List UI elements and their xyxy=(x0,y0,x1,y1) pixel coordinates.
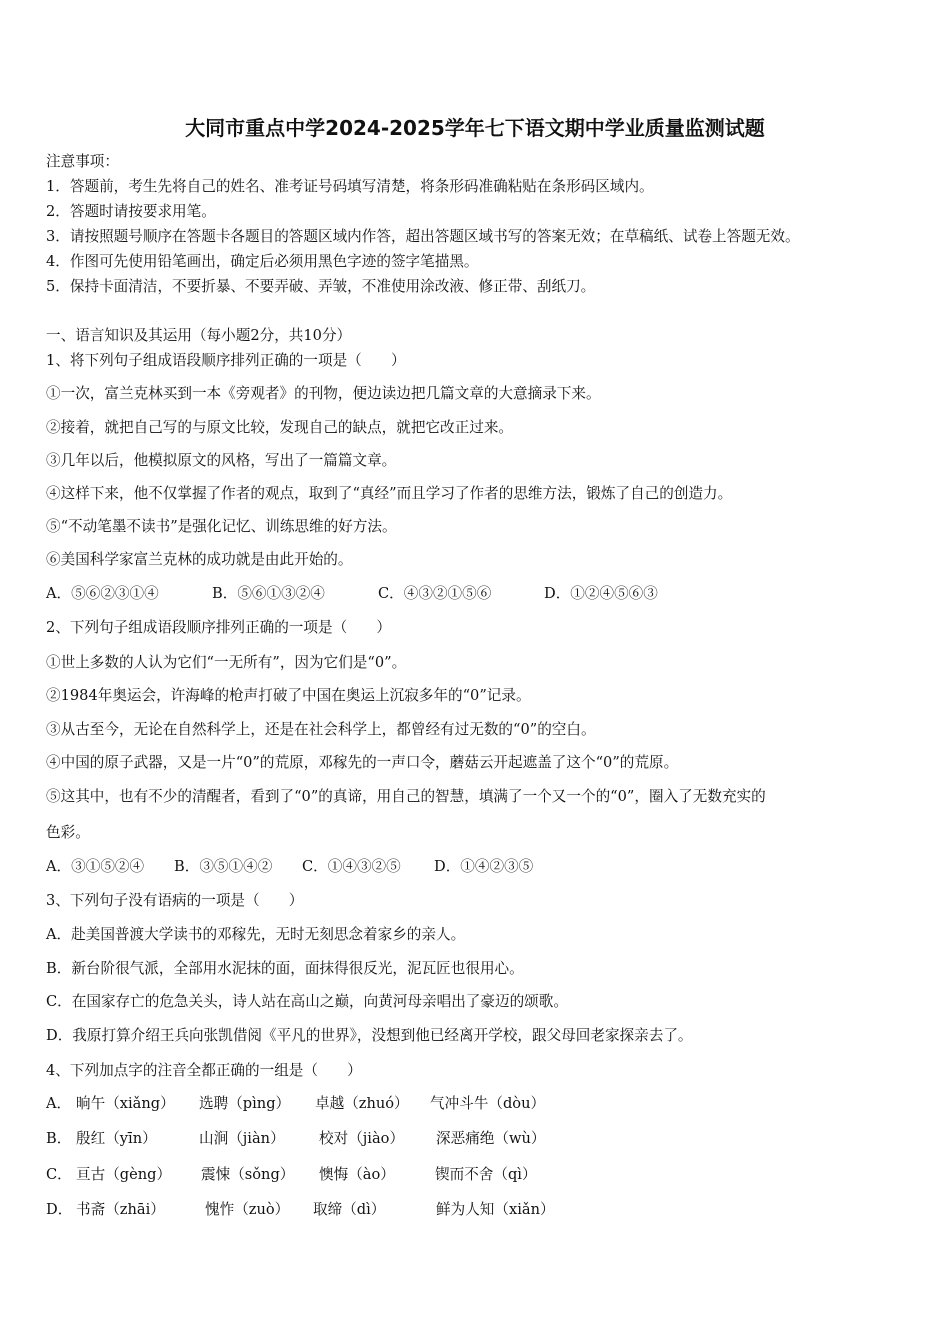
q4-item: 懊悔（ào） xyxy=(319,1166,395,1183)
notice-heading: 注意事项： xyxy=(46,153,119,170)
q4-row-label: C． xyxy=(46,1166,72,1183)
q3-option-a[interactable]: A．赴美国普渡大学读书的邓稼先，无时无刻思念着家乡的亲人。 xyxy=(46,926,466,943)
q1-option-d[interactable]: D．①②④⑤⑥③ xyxy=(544,585,658,602)
q4-item: 卓越（zhuó） xyxy=(315,1095,409,1112)
q4-item: 殷红（yīn） xyxy=(76,1130,157,1147)
q4-stem: 4、下列加点字的注音全都正确的一组是（ ） xyxy=(46,1062,362,1079)
q1-sentence-3: ③几年以后，他模拟原文的风格，写出了一篇篇文章。 xyxy=(46,452,397,469)
q3-option-d[interactable]: D．我原打算介绍王兵向张凯借阅《平凡的世界》，没想到他已经离开学校，跟父母回老家探亲去了。 xyxy=(46,1027,693,1044)
q4-item: 山涧（jiàn） xyxy=(199,1130,285,1147)
q2-sentence-5: ⑤这其中，也有不少的清醒者，看到了“0”的真谛，用自己的智慧，填满了一个又一个的“0”，圈入了无数充实的 xyxy=(46,788,766,805)
q4-item: 震悚（sǒng） xyxy=(201,1166,295,1183)
notice-item-5: 5．保持卡面清洁，不要折暴、不要弄破、弄皱，不准使用涂改液、修正带、刮纸刀。 xyxy=(46,278,596,295)
q1-option-b[interactable]: B．⑤⑥①③②④ xyxy=(212,585,325,602)
q2-sentence-3: ③从古至今，无论在自然科学上，还是在社会科学上，都曾经有过无数的“0”的空白。 xyxy=(46,721,596,738)
q3-option-c[interactable]: C．在国家存亡的危急关头，诗人站在高山之巅，向黄河母亲唱出了豪迈的颂歌。 xyxy=(46,993,568,1010)
q1-sentence-6: ⑥美国科学家富兰克林的成功就是由此开始的。 xyxy=(46,551,353,568)
notice-item-3: 3．请按照题号顺序在答题卡各题目的答题区域内作答，超出答题区域书写的答案无效；在草稿纸、试卷上答题无效。 xyxy=(46,228,800,245)
q2-option-a[interactable]: A．③①⑤②④ xyxy=(46,858,145,875)
notice-item-4: 4．作图可先使用铅笔画出，确定后必须用黑色字迹的签字笔描黑。 xyxy=(46,253,479,270)
q3-option-b[interactable]: B．新台阶很气派，全部用水泥抹的面，面抹得很反光，泥瓦匠也很用心。 xyxy=(46,960,524,977)
q4-row-b[interactable] xyxy=(46,1129,545,1149)
q4-row-a[interactable] xyxy=(46,1094,545,1114)
q4-item: 鲜为人知（xiǎn） xyxy=(436,1201,555,1218)
notice-item-2: 2．答题时请按要求用笔。 xyxy=(46,203,216,220)
q2-stem: 2、下列句子组成语段顺序排列正确的一项是（ ） xyxy=(46,619,391,636)
q4-item: 愧怍（zuò） xyxy=(205,1201,290,1218)
q2-option-c[interactable]: C．①④③②⑤ xyxy=(302,858,401,875)
q1-sentence-1: ①一次，富兰克林买到一本《旁观者》的刊物，便边读边把几篇文章的大意摘录下来。 xyxy=(46,385,601,402)
section-heading: 一、语言知识及其运用（每小题2分，共10分） xyxy=(46,327,352,344)
q4-row-c[interactable] xyxy=(46,1165,537,1185)
notice-item-1: 1．答题前，考生先将自己的姓名、准考证号码填写清楚，将条形码准确粘贴在条形码区域内。 xyxy=(46,178,654,195)
q4-item: 校对（jiào） xyxy=(319,1130,405,1147)
q1-sentence-2: ②接着，就把自己写的与原文比较，发现自己的缺点，就把它改正过来。 xyxy=(46,419,514,436)
q1-option-a[interactable]: A．⑤⑥②③①④ xyxy=(46,585,159,602)
q4-row-label: B． xyxy=(46,1130,72,1147)
q4-row-d[interactable] xyxy=(46,1200,555,1220)
q4-row-label: D． xyxy=(46,1201,73,1218)
q1-option-c[interactable]: C．④③②①⑤⑥ xyxy=(378,585,492,602)
q2-sentence-2: ②1984年奥运会，许海峰的枪声打破了中国在奥运上沉寂多年的“0”记录。 xyxy=(46,687,531,704)
q1-sentence-4: ④这样下来，他不仅掌握了作者的观点，取到了“真经”而且学习了作者的思维方法，锻炼了自己的创造力。 xyxy=(46,485,733,502)
q4-item: 深恶痛绝（wù） xyxy=(436,1130,546,1147)
q4-row-label: A． xyxy=(46,1095,72,1112)
q2-sentence-5-cont: 色彩。 xyxy=(46,824,90,841)
q2-option-d[interactable]: D．①④②③⑤ xyxy=(434,858,534,875)
q2-sentence-4: ④中国的原子武器，又是一片“0”的荒原，邓稼先的一声口令，蘑菇云开起遮盖了这个“0”的荒原。 xyxy=(46,754,679,771)
q3-stem: 3、下列句子没有语病的一项是（ ） xyxy=(46,892,304,909)
q4-item: 晌午（xiǎng） xyxy=(76,1095,175,1112)
q4-item: 锲而不舍（qì） xyxy=(435,1166,537,1183)
q4-item: 取缔（dì） xyxy=(313,1201,386,1218)
q1-options xyxy=(46,584,658,604)
q4-item: 选聘（pìng） xyxy=(199,1095,291,1112)
q4-item: 气冲斗牛（dòu） xyxy=(430,1095,546,1112)
q4-item: 书斋（zhāi） xyxy=(76,1201,165,1218)
q4-item: 亘古（gèng） xyxy=(76,1166,172,1183)
q2-options xyxy=(46,857,533,877)
exam-title: 大同市重点中学2024-2025学年七下语文期中学业质量监测试题 xyxy=(185,116,765,140)
q2-option-b[interactable]: B．③⑤①④② xyxy=(174,858,273,875)
q1-stem: 1、将下列句子组成语段顺序排列正确的一项是（ ） xyxy=(46,352,406,369)
q2-sentence-1: ①世上多数的人认为它们“一无所有”，因为它们是“0”。 xyxy=(46,654,407,671)
q1-sentence-5: ⑤“不动笔墨不读书”是强化记忆、训练思维的好方法。 xyxy=(46,518,397,535)
